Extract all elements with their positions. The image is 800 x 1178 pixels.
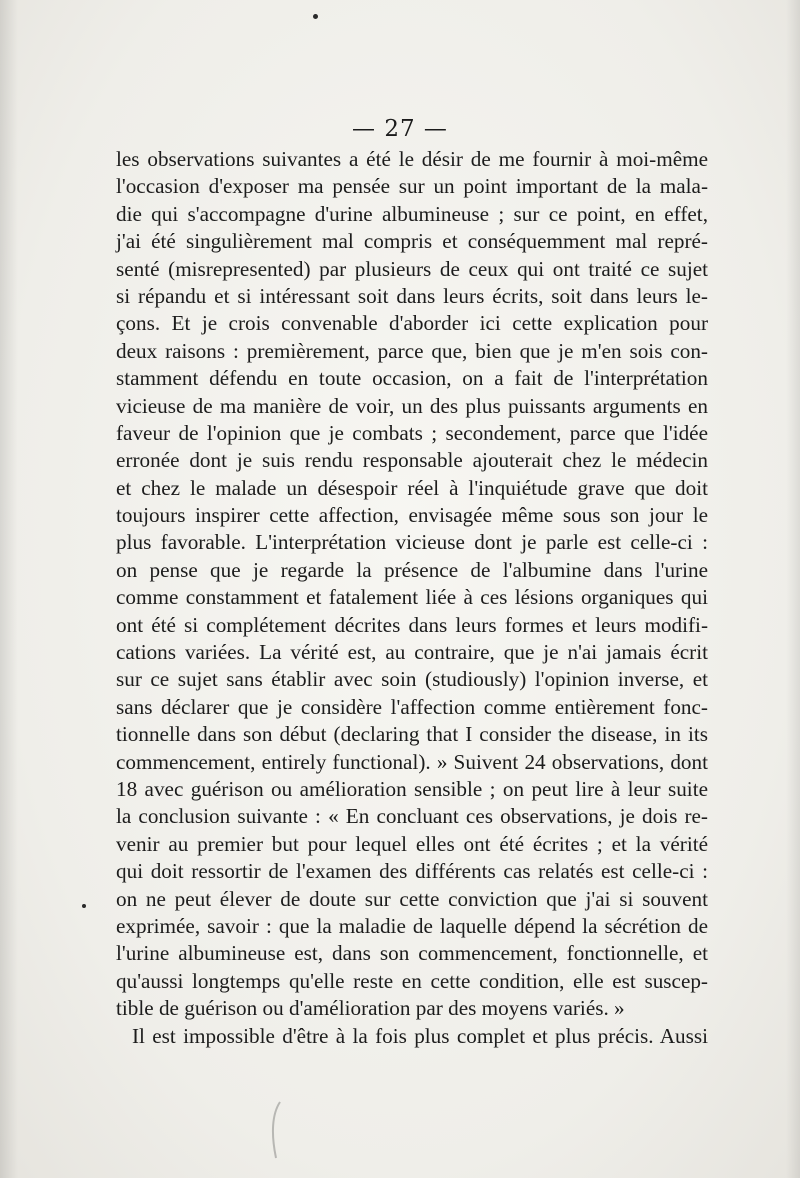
text-line: vicieuse de ma manière de voir, un des plus puissants arguments en: [116, 393, 708, 418]
text-line: faveur de l'opinion que je combats ; secondement, parce que l'idée: [116, 420, 708, 445]
text-line: on ne peut élever de doute sur cette conviction que j'ai si souvent: [116, 886, 708, 911]
text-line: venir au premier but pour lequel elles ont été écrites ; et la vérité: [116, 831, 708, 856]
text-line: plus favorable. L'interprétation vicieuse dont je parle est celle-ci :: [116, 530, 708, 555]
ink-speck: [82, 904, 86, 908]
text-line: tible de guérison ou d'amélioration par des moyens variés. »: [116, 996, 625, 1021]
pencil-mark: [268, 1100, 284, 1160]
page-edge-shadow-right: [786, 0, 800, 1178]
text-line: l'occasion d'exposer ma pensée sur un point important de la mala-: [116, 174, 708, 199]
text-line: qu'aussi longtemps qu'elle reste en cette condition, elle est suscep-: [116, 968, 708, 993]
text-line: l'urine albumineuse est, dans son commencement, fonctionnelle, et: [116, 941, 708, 966]
text-line: stamment défendu en toute occasion, on a fait de l'interprétation: [116, 366, 708, 391]
text-line: qui doit ressortir de l'examen des différents cas relatés est celle-ci :: [116, 859, 708, 884]
text-line: 18 avec guérison ou amélioration sensible ; on peut lire à leur suite: [116, 776, 708, 801]
text-line: exprimée, savoir : que la maladie de laquelle dépend la sécrétion de: [116, 913, 708, 938]
text-line: ont été si complétement décrites dans leurs formes et leurs modifi-: [116, 612, 708, 637]
text-line: senté (misrepresented) par plusieurs de ceux qui ont traité ce sujet: [116, 256, 708, 281]
text-line: sans déclarer que je considère l'affection comme entièrement fonc-: [116, 694, 708, 719]
text-line: cations variées. La vérité est, au contraire, que je n'ai jamais écrit: [116, 640, 708, 665]
text-line: tionnelle dans son début (declaring that I consider the disease, in its: [116, 722, 708, 747]
text-line: la conclusion suivante : « En concluant ces observations, je dois re-: [116, 804, 708, 829]
text-line: deux raisons : premièrement, parce que, bien que je m'en sois con-: [116, 338, 708, 363]
page-edge-shadow-left: [0, 0, 18, 1178]
text-line: et chez le malade un désespoir réel à l'inquiétude grave que doit: [116, 475, 708, 500]
text-line: sur ce sujet sans établir avec soin (studiously) l'opinion inverse, et: [116, 667, 708, 692]
ink-speck: [313, 14, 318, 19]
text-line: toujours inspirer cette affection, envisagée même sous son jour le: [116, 503, 708, 528]
text-line: j'ai été singulièrement mal compris et conséquemment mal repré-: [116, 229, 708, 254]
text-line: si répandu et si intéressant soit dans leurs écrits, soit dans leurs le-: [116, 283, 708, 308]
text-line: die qui s'accompagne d'urine albumineuse ; sur ce point, en effet,: [116, 201, 708, 226]
body-text: [116, 146, 708, 1050]
text-line: comme constamment et fatalement liée à ces lésions organiques qui: [116, 585, 708, 610]
text-line: les observations suivantes a été le désir de me fournir à moi-même: [116, 147, 708, 171]
paragraph-start-line: Il est impossible d'être à la fois plus complet et plus précis. Aussi: [132, 1023, 708, 1048]
text-line: çons. Et je crois convenable d'aborder ici cette explication pour: [116, 311, 708, 336]
text-line: on pense que je regarde la présence de l'albumine dans l'urine: [116, 557, 708, 582]
page-number: — 27 —: [352, 116, 448, 142]
text-line: erronée dont je suis rendu responsable ajouterait chez le médecin: [116, 448, 708, 473]
text-line: commencement, entirely functional). » Suivent 24 observations, dont: [116, 749, 708, 774]
